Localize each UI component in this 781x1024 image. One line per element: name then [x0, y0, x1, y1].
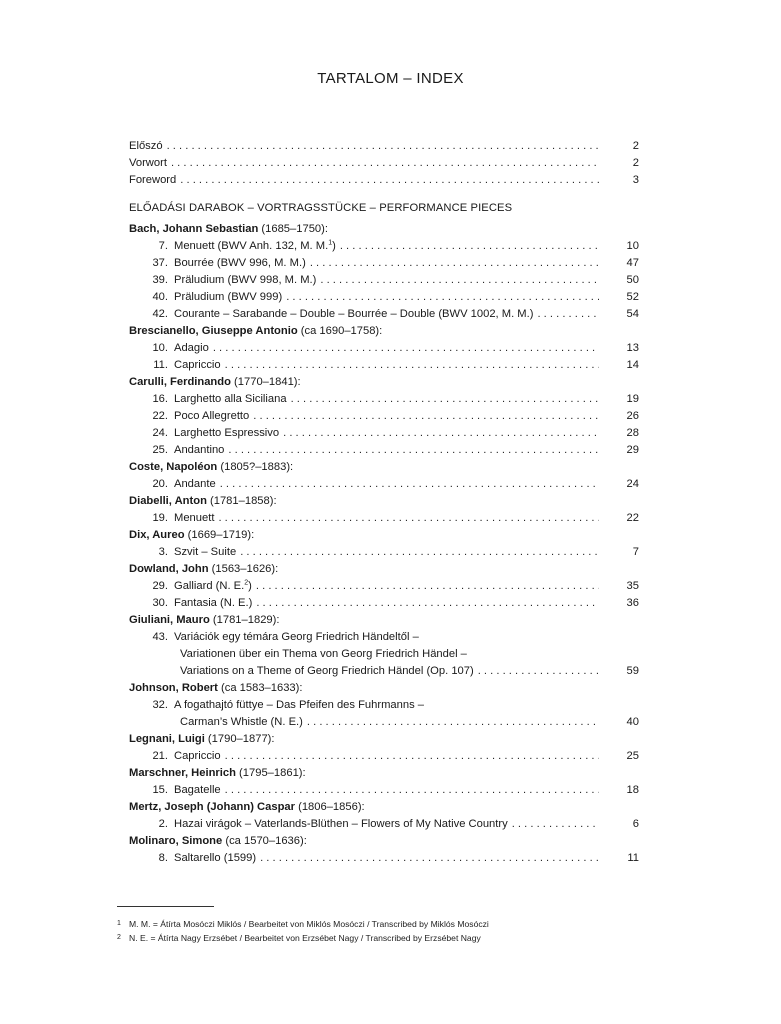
- leader-dots: [283, 425, 599, 442]
- leader-dots: [478, 663, 599, 680]
- piece-entry-continued[interactable]: [129, 714, 639, 731]
- entry-title: [129, 425, 279, 442]
- composer-dates: (1795–1861):: [235, 767, 306, 779]
- entry-title: [129, 289, 282, 306]
- composer-dates: (1685–1750):: [258, 223, 328, 235]
- entry-title: [129, 306, 533, 323]
- leader-dots: [256, 595, 599, 612]
- entry-title: [129, 782, 221, 799]
- entry-title: [129, 238, 336, 255]
- piece-number: 3.: [158, 546, 168, 558]
- composer-line: [129, 374, 301, 391]
- piece-title: Fantasia (N. E.): [174, 597, 253, 609]
- piece-title: A fogathajtó füttye – Das Pfeifen des Fuhrmanns –: [174, 699, 425, 711]
- section-heading: ELŐADÁSI DARABOK – VORTRAGSSTÜCKE – PERFORMANCE PIECES: [129, 202, 513, 214]
- piece-entry[interactable]: [129, 629, 639, 646]
- composer-line: [129, 765, 306, 782]
- composer-heading: [129, 731, 639, 748]
- table-of-contents: [129, 138, 639, 867]
- piece-entry[interactable]: [129, 544, 639, 561]
- leader-dots: [286, 289, 599, 306]
- composer-line: [129, 612, 279, 629]
- front-title: Foreword: [129, 174, 177, 186]
- composer-dates: (ca 1690–1758):: [297, 325, 383, 337]
- front-entry[interactable]: [129, 155, 639, 172]
- leader-dots: [240, 544, 599, 561]
- piece-entry[interactable]: [129, 238, 639, 255]
- composer-heading: [129, 493, 639, 510]
- page-number: 59: [626, 665, 639, 677]
- piece-title: Capriccio: [174, 359, 221, 371]
- piece-title: Andantino: [174, 444, 225, 456]
- page-number: 11: [627, 852, 639, 864]
- piece-entry-continued[interactable]: [129, 663, 639, 680]
- page-number: 28: [626, 427, 639, 439]
- piece-entry[interactable]: [129, 442, 639, 459]
- composer-line: [129, 833, 307, 850]
- piece-title-end: ): [248, 580, 252, 592]
- composer-line: [129, 799, 365, 816]
- composer-name: Giuliani, Mauro: [129, 614, 210, 626]
- composer-name: Dowland, John: [129, 563, 209, 575]
- piece-number: 22.: [152, 410, 168, 422]
- leader-dots: [320, 272, 599, 289]
- page-number: 7: [632, 546, 639, 558]
- page-number: 50: [626, 274, 639, 286]
- composer-dates: (ca 1583–1633):: [217, 682, 303, 694]
- composer-heading: [129, 680, 639, 697]
- piece-title-end: ): [332, 240, 336, 252]
- footnote: [117, 931, 489, 945]
- composer-line: [129, 459, 293, 476]
- composer-dates: (ca 1570–1636):: [222, 835, 307, 847]
- leader-dots: [512, 816, 599, 833]
- composer-name: Mertz, Joseph (Johann) Caspar: [129, 801, 295, 813]
- piece-title: Variációk egy témára Georg Friedrich Händeltől –: [174, 631, 419, 643]
- piece-title: Larghetto Espressivo: [174, 427, 280, 439]
- piece-entry[interactable]: [129, 595, 639, 612]
- page-number: 47: [626, 257, 639, 269]
- page-number: 10: [626, 240, 639, 252]
- piece-number: 32.: [152, 699, 168, 711]
- composer-heading: [129, 561, 639, 578]
- page-number: 35: [626, 580, 639, 592]
- composer-heading: [129, 323, 639, 340]
- leader-dots: [291, 391, 599, 408]
- leader-dots: [225, 782, 599, 799]
- leader-dots: [220, 476, 599, 493]
- entry-title: [129, 172, 176, 189]
- piece-title: Adagio: [174, 342, 209, 354]
- piece-number: 11.: [153, 359, 168, 371]
- composer-name: Legnani, Luigi: [129, 733, 205, 745]
- piece-number: 10.: [152, 342, 168, 354]
- entry-title: [129, 408, 249, 425]
- piece-number: 19.: [152, 512, 168, 524]
- entry-title: [129, 255, 306, 272]
- front-entry[interactable]: [129, 172, 639, 189]
- entry-title: [129, 155, 167, 172]
- piece-entry[interactable]: [129, 476, 639, 493]
- leader-dots: [180, 172, 599, 189]
- page-number: 54: [626, 308, 639, 320]
- composer-heading: [129, 833, 639, 850]
- piece-number: 29.: [152, 580, 168, 592]
- composer-heading: [129, 799, 639, 816]
- composer-heading: [129, 459, 639, 476]
- page-number: 24: [626, 478, 639, 490]
- composer-heading: [129, 374, 639, 391]
- entry-title: [129, 391, 287, 408]
- composer-name: Bach, Johann Sebastian: [129, 223, 259, 235]
- piece-entry[interactable]: [129, 510, 639, 527]
- piece-number: 20.: [152, 478, 168, 490]
- piece-number: 15.: [152, 784, 168, 796]
- composer-line: [129, 221, 328, 238]
- piece-entry[interactable]: [129, 850, 639, 867]
- piece-number: 40.: [152, 291, 168, 303]
- composer-heading: [129, 527, 639, 544]
- composer-dates: (1563–1626):: [208, 563, 279, 575]
- entry-title: [129, 748, 221, 765]
- piece-title-line: Variations on a Theme of Georg Friedrich Händel (Op. 107): [180, 665, 474, 677]
- piece-title: Saltarello (1599): [174, 852, 257, 864]
- composer-name: Brescianello, Giuseppe Antonio: [129, 325, 298, 337]
- piece-title-line: Carman’s Whistle (N. E.): [180, 716, 303, 728]
- page-title: TARTALOM – INDEX: [317, 70, 464, 87]
- leader-dots: [228, 442, 599, 459]
- page-number: 22: [626, 512, 639, 524]
- entry-title: [129, 544, 236, 561]
- piece-entry[interactable]: [129, 306, 639, 323]
- piece-number: 16.: [152, 393, 168, 405]
- piece-entry[interactable]: [129, 357, 639, 374]
- entry-title: [129, 646, 467, 663]
- piece-number: 39.: [152, 274, 168, 286]
- piece-number: 37.: [152, 257, 168, 269]
- piece-entry[interactable]: [129, 782, 639, 799]
- piece-title: Szvit – Suite: [174, 546, 237, 558]
- composer-line: [129, 323, 382, 340]
- leader-dots: [167, 138, 599, 155]
- page-number: 14: [626, 359, 639, 371]
- page-number: 6: [632, 818, 639, 830]
- composer-name: Coste, Napoléon: [129, 461, 218, 473]
- page-number: 2: [632, 157, 639, 169]
- page-number: 52: [626, 291, 639, 303]
- composer-dates: (1781–1858):: [206, 495, 277, 507]
- front-title: Vorwort: [129, 157, 167, 169]
- page-number: 29: [626, 444, 639, 456]
- page-number: 19: [626, 393, 639, 405]
- page-number: 18: [626, 784, 639, 796]
- composer-dates: (1806–1856):: [294, 801, 365, 813]
- piece-title: Bagatelle: [174, 784, 221, 796]
- footnote-mark: 1: [117, 920, 121, 927]
- page-number: 36: [626, 597, 639, 609]
- piece-entry-continued[interactable]: [129, 646, 639, 663]
- piece-title: Andante: [174, 478, 216, 490]
- piece-entry[interactable]: [129, 391, 639, 408]
- footnote-ref: 2: [244, 579, 249, 587]
- piece-title: Menuett (BWV Anh. 132, M. M.: [174, 240, 329, 252]
- footnote-ref: 1: [328, 239, 333, 247]
- footnote-text: M. M. = Átírta Mosóczi Miklós / Bearbeitet von Miklós Mosóczi / Transcribed by Miklós Mosóczi: [129, 919, 489, 929]
- page-number: 25: [626, 750, 639, 762]
- piece-number: 2.: [158, 818, 168, 830]
- leader-dots: [307, 714, 599, 731]
- entry-title: [129, 714, 303, 731]
- piece-title: Poco Allegretto: [174, 410, 250, 422]
- piece-entry[interactable]: [129, 578, 639, 595]
- piece-number: 24.: [152, 427, 168, 439]
- piece-title: Menuett: [174, 512, 215, 524]
- piece-number: 7.: [158, 240, 168, 252]
- leader-dots: [256, 578, 599, 595]
- leader-dots: [340, 238, 599, 255]
- entry-title: [129, 578, 252, 595]
- piece-title: Courante – Sarabande – Double – Bourrée – Double (BWV 1002, M. M.): [174, 308, 534, 320]
- piece-title: Galliard (N. E.: [174, 580, 245, 592]
- entry-title: [129, 138, 163, 155]
- leader-dots: [213, 340, 599, 357]
- entry-title: [129, 663, 474, 680]
- page-number: 2: [632, 140, 639, 152]
- leader-dots: [171, 155, 599, 172]
- entry-title: [129, 629, 419, 646]
- composer-dates: (1790–1877):: [204, 733, 275, 745]
- leader-dots: [225, 357, 599, 374]
- piece-entry[interactable]: [129, 289, 639, 306]
- piece-title: Capriccio: [174, 750, 221, 762]
- composer-name: Molinaro, Simone: [129, 835, 223, 847]
- piece-entry[interactable]: [129, 816, 639, 833]
- piece-entry[interactable]: [129, 272, 639, 289]
- leader-dots: [253, 408, 599, 425]
- piece-number: 43.: [152, 631, 168, 643]
- composer-line: [129, 493, 277, 510]
- piece-entry[interactable]: [129, 340, 639, 357]
- composer-name: Marschner, Heinrich: [129, 767, 236, 779]
- composer-name: Carulli, Ferdinando: [129, 376, 231, 388]
- composer-heading: [129, 221, 639, 238]
- composer-heading: [129, 612, 639, 629]
- composer-name: Diabelli, Anton: [129, 495, 207, 507]
- entry-title: [129, 697, 424, 714]
- composer-dates: (1781–1829):: [209, 614, 280, 626]
- composer-line: [129, 527, 254, 544]
- entry-title: [129, 850, 256, 867]
- spacer: [129, 189, 639, 200]
- piece-number: 30.: [152, 597, 168, 609]
- composer-line: [129, 731, 275, 748]
- leader-dots: [310, 255, 599, 272]
- piece-number: 8.: [158, 852, 168, 864]
- front-entry[interactable]: [129, 138, 639, 155]
- composer-dates: (1805?–1883):: [217, 461, 294, 473]
- leader-dots: [225, 748, 599, 765]
- piece-title-line: Variationen über ein Thema von Georg Friedrich Händel –: [180, 648, 467, 660]
- composer-line: [129, 561, 278, 578]
- piece-entry[interactable]: [129, 748, 639, 765]
- piece-title: Bourrée (BWV 996, M. M.): [174, 257, 306, 269]
- entry-title: [129, 442, 224, 459]
- page-number: 13: [626, 342, 639, 354]
- composer-heading: [129, 765, 639, 782]
- composer-line: [129, 680, 302, 697]
- piece-title: Larghetto alla Siciliana: [174, 393, 287, 405]
- entry-title: [129, 357, 221, 374]
- entry-title: [129, 510, 214, 527]
- footnotes: [117, 917, 489, 945]
- piece-title: Präludium (BWV 999): [174, 291, 283, 303]
- footnote: [117, 917, 489, 931]
- leader-dots: [537, 306, 599, 323]
- piece-entry[interactable]: [129, 425, 639, 442]
- entry-title: [129, 340, 209, 357]
- piece-entry[interactable]: [129, 408, 639, 425]
- entry-title: [129, 272, 316, 289]
- composer-name: Johnson, Robert: [129, 682, 218, 694]
- footnote-rule: [117, 906, 214, 907]
- piece-number: 21.: [152, 750, 168, 762]
- piece-number: 25.: [152, 444, 168, 456]
- footnote-text: N. E. = Átírta Nagy Erzsébet / Bearbeitet von Erzsébet Nagy / Transcribed by Erzsébet Nagy: [129, 933, 481, 943]
- footnote-mark: 2: [117, 934, 121, 941]
- leader-dots: [218, 510, 599, 527]
- entry-title: [129, 476, 216, 493]
- page-number: 3: [632, 174, 639, 186]
- entry-title: [129, 595, 252, 612]
- leader-dots: [260, 850, 599, 867]
- piece-number: 42.: [152, 308, 168, 320]
- piece-title: Hazai virágok – Vaterlands-Blüthen – Flowers of My Native Country: [174, 818, 508, 830]
- composer-name: Dix, Aureo: [129, 529, 185, 541]
- piece-entry[interactable]: [129, 697, 639, 714]
- front-title: Előszó: [129, 140, 163, 152]
- piece-entry[interactable]: [129, 255, 639, 272]
- piece-title: Präludium (BWV 998, M. M.): [174, 274, 317, 286]
- composer-dates: (1669–1719):: [184, 529, 255, 541]
- composer-dates: (1770–1841):: [230, 376, 301, 388]
- page-number: 26: [626, 410, 639, 422]
- page-number: 40: [626, 716, 639, 728]
- entry-title: [129, 816, 508, 833]
